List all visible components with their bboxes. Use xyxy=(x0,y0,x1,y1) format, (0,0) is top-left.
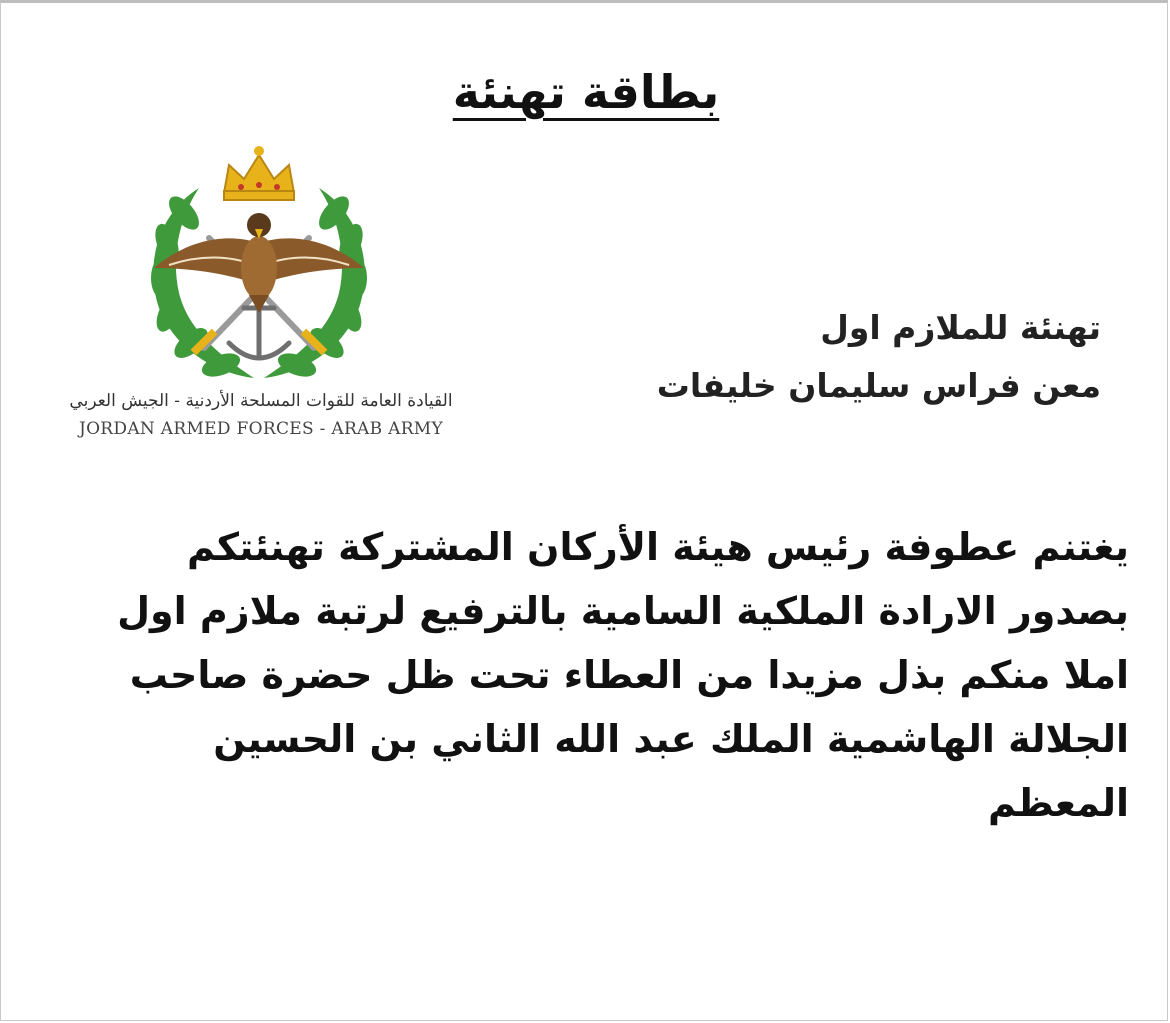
congratulation-body xyxy=(37,515,1129,835)
recipient-name-line: معن فراس سليمان خليفات xyxy=(656,366,1101,405)
jaf-emblem-icon xyxy=(129,143,389,393)
card-title xyxy=(1,65,1170,119)
card-title-text: بطاقة تهنئة xyxy=(452,65,720,119)
body-line: يغتنم عطوفة رئيس هيئة الأركان المشتركة تهنئتكم xyxy=(187,525,1129,569)
recipient-block xyxy=(541,299,1101,415)
body-line: الجلالة الهاشمية الملك عبد الله الثاني بن الحسين xyxy=(213,717,1129,761)
emblem-caption-arabic: القيادة العامة للقوات المسلحة الأردنية - الجيش العربي xyxy=(69,391,453,411)
body-line: بصدور الارادة الملكية السامية بالترفيع لرتبة ملازم اول xyxy=(117,589,1129,633)
body-line: المعظم xyxy=(987,781,1129,825)
body-line: املا منكم بذل مزيدا من العطاء تحت ظل حضرة صاحب xyxy=(129,653,1129,697)
recipient-rank-line: تهنئة للملازم اول xyxy=(820,308,1101,347)
emblem-caption-english: JORDAN ARMED FORCES - ARAB ARMY xyxy=(78,419,444,439)
